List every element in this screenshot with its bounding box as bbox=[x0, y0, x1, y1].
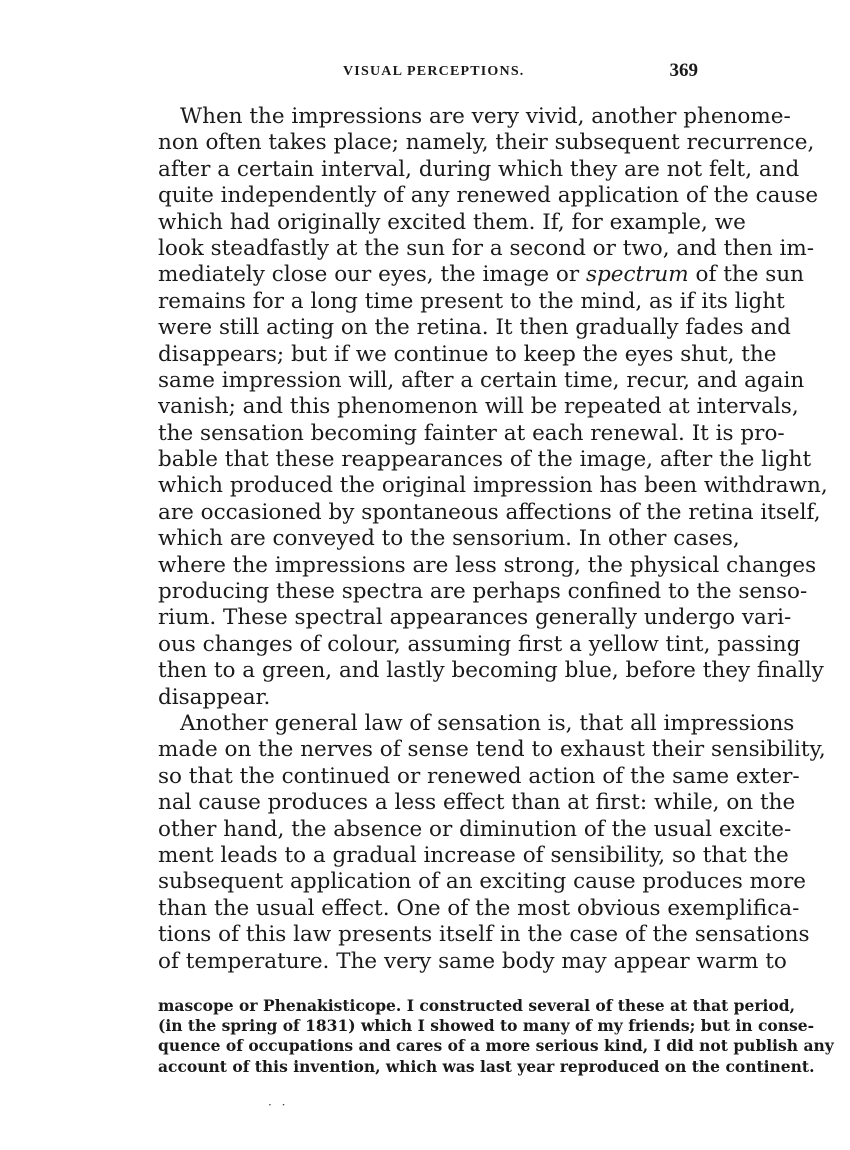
body-line: When the impressions are very vivid, another phenome- bbox=[180, 104, 791, 129]
body-line: which produced the original impression has been withdrawn, bbox=[158, 473, 828, 499]
body-line: quite independently of any renewed application of the cause bbox=[158, 183, 819, 209]
body-line-with-italic: mediately close our eyes, the image or spectrum of the sun bbox=[158, 262, 805, 288]
body-line: ment leads to a gradual increase of sensibility, so that the bbox=[158, 842, 789, 868]
body-line: other hand, the absence or diminution of the usual excite- bbox=[158, 816, 792, 842]
body-line: same impression will, after a certain time, recur, and again bbox=[158, 367, 805, 393]
running-head: VISUAL PERCEPTIONS. bbox=[343, 64, 525, 79]
body-line: than the usual effect. One of the most obvious exemplifica- bbox=[158, 895, 800, 921]
body-line: bable that these reappearances of the image, after the light bbox=[158, 447, 812, 473]
body-line: rium. These spectral appearances generally undergo vari- bbox=[158, 605, 792, 631]
print-specks: · · bbox=[268, 1098, 289, 1112]
body-line: Another general law of sensation is, that all impressions bbox=[180, 710, 795, 736]
body-line: were still acting on the retina. It then gradually fades and bbox=[158, 315, 791, 341]
page-header bbox=[158, 62, 698, 86]
footnote-line: mascope or Phenakisticope. I constructed several of these at that period, bbox=[158, 996, 795, 1015]
body-line: vanish; and this phenomenon will be repeated at intervals, bbox=[158, 394, 799, 420]
footnote-line: (in the spring of 1831) which I showed to many of my friends; but in conse- bbox=[158, 1016, 815, 1036]
body-line: look steadfastly at the sun for a second or two, and then im- bbox=[158, 235, 815, 261]
body-line: after a certain interval, during which they are not felt, and bbox=[158, 156, 800, 182]
italic-spectrum: spectrum bbox=[585, 262, 689, 288]
body-line: are occasioned by spontaneous affections of the retina itself, bbox=[158, 499, 821, 525]
body-line: disappear. bbox=[158, 684, 271, 710]
footnote-line: account of this invention, which was last year reproduced on the continent. bbox=[158, 1056, 815, 1076]
footnote bbox=[158, 996, 834, 1077]
body-line: which are conveyed to the sensorium. In other cases, bbox=[158, 526, 740, 552]
body-line: producing these spectra are perhaps confined to the senso- bbox=[158, 579, 808, 605]
footnote-line: quence of occupations and cares of a more serious kind, I did not publish any bbox=[158, 1036, 834, 1056]
body-line: so that the continued or renewed action of the same exter- bbox=[158, 763, 800, 789]
page-number: 369 bbox=[669, 60, 698, 81]
body-line: ous changes of colour, assuming first a yellow tint, passing bbox=[158, 631, 801, 657]
body-line: which had originally excited them. If, for example, we bbox=[158, 209, 746, 235]
body-line: nal cause produces a less effect than at first: while, on the bbox=[158, 790, 796, 816]
body-line: where the impressions are less strong, the physical changes bbox=[158, 552, 817, 578]
body-line: made on the nerves of sense tend to exhaust their sensibility, bbox=[158, 737, 826, 763]
body-line: subsequent application of an exciting cause produces more bbox=[158, 869, 806, 895]
body-line: tions of this law presents itself in the case of the sensations bbox=[158, 922, 810, 948]
body-line: remains for a long time present to the mind, as if its light bbox=[158, 288, 785, 314]
body-text bbox=[158, 104, 828, 975]
body-line: then to a green, and lastly becoming blue, before they finally bbox=[158, 658, 824, 684]
body-line: the sensation becoming fainter at each renewal. It is pro- bbox=[158, 420, 785, 446]
body-line: of temperature. The very same body may appear warm to bbox=[158, 948, 787, 974]
body-line: disappears; but if we continue to keep the eyes shut, the bbox=[158, 341, 777, 367]
body-line: non often takes place; namely, their subsequent recurrence, bbox=[158, 130, 815, 156]
